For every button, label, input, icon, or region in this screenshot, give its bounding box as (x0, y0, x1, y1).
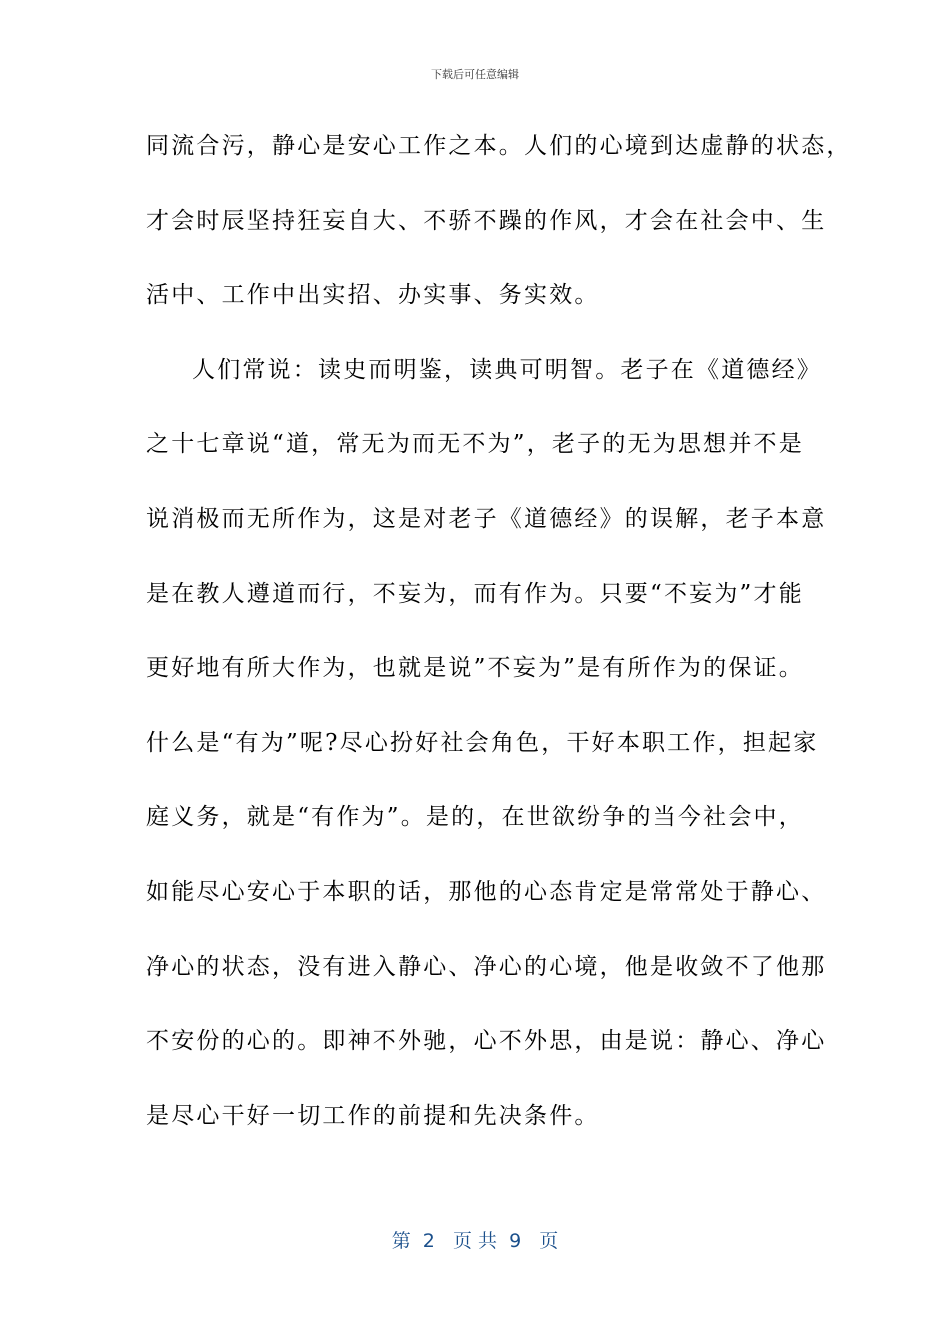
text-line: 是尽心干好一切工作的前提和先决条件。 (146, 1102, 600, 1129)
text-line: 不安份的心的。即神不外驰，心不外思，由是说：静心、净心 (146, 1028, 827, 1055)
text-line: 如能尽心安心于本职的话，那他的心态肯定是常常处于静心、 (146, 878, 827, 905)
text-line: 净心的状态，没有进入静心、净心的心境，他是收敛不了他那 (146, 953, 827, 980)
text-line: 说消极而无所作为，这是对老子《道德经》的误解，老子本意 (146, 505, 827, 532)
text-line: 是在教人遵道而行，不妄为，而有作为。只要“不妄为”才能 (146, 580, 804, 607)
document-body (146, 126, 852, 1170)
text-line: 才会时辰坚持狂妄自大、不骄不躁的作风，才会在社会中、生 (146, 207, 827, 234)
header-note: 下载后可任意编辑 (431, 68, 519, 81)
text-line: 什么是“有为”呢?尽心扮好社会角色，干好本职工作，担起家 (146, 729, 819, 756)
text-line: 之十七章说“道，常无为而无不为”，老子的无为思想并不是 (146, 431, 804, 458)
paragraph-start-line: 人们常说：读史而明鉴，读典可明智。老子在《道德经》 (192, 356, 822, 383)
text-line: 同流合污，静心是安心工作之本。人们的心境到达虚静的状态， (146, 133, 852, 159)
text-line: 更好地有所大作为，也就是说”不妄为”是有所作为的保证。 (146, 655, 804, 682)
text-line: 庭义务，就是“有作为”。是的，在世欲纷争的当今社会中， (146, 804, 804, 831)
page-number: 第 2 页 共 9 页 (391, 1230, 559, 1252)
text-line: 活中、工作中出实招、办实事、务实效。 (146, 282, 600, 309)
